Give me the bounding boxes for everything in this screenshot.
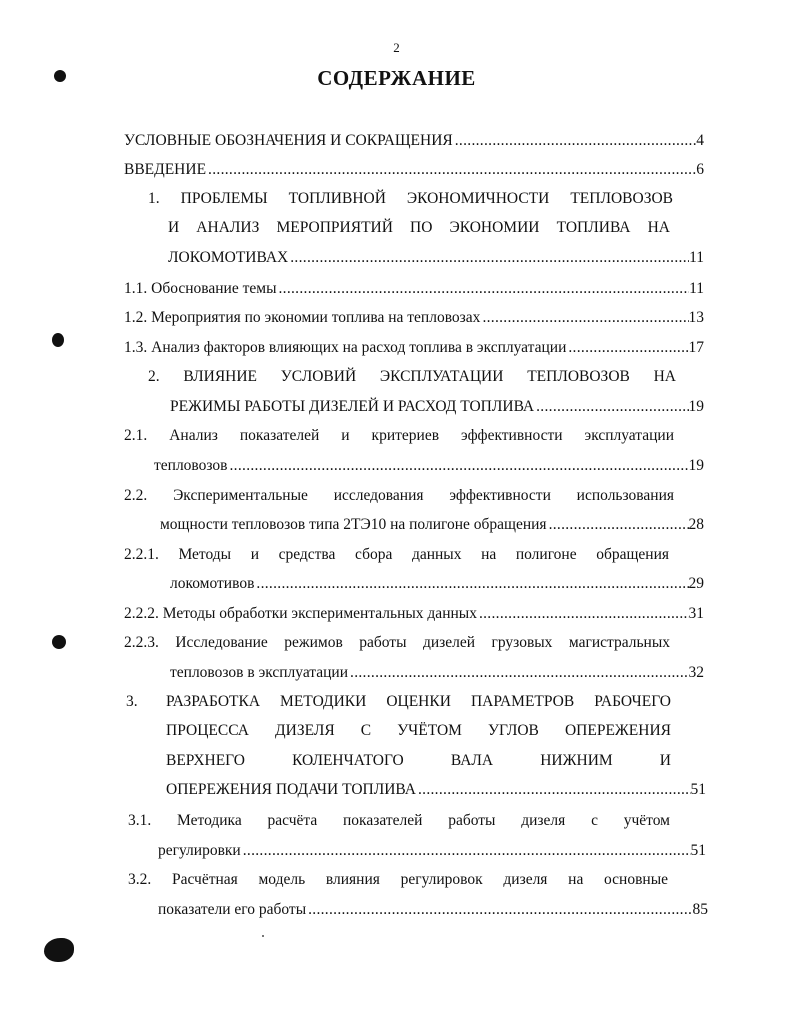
toc-entry-3-1-line-1: 3.1. Методика расчёта показателей работы дизеля с учётом	[128, 812, 670, 829]
toc-entry-2-2-1-line-1: 2.2.1. Методы и средства сбора данных на полигоне обращения	[124, 546, 669, 563]
toc-chapter-3-line-3: ВЕРХНЕГО КОЛЕНЧАТОГО ВАЛА НИЖНИМ И	[166, 752, 671, 769]
scan-hole-mark-1	[54, 70, 66, 82]
toc-entry-2-1[interactable]: тепловозов ..... 19	[154, 456, 704, 476]
toc-chapter-3-number: 3.	[126, 693, 138, 710]
toc-entry-1-1[interactable]: 1.1. Обоснование темы ..... 11	[124, 279, 704, 299]
toc-entry-3-2-line-1: 3.2. Расчётная модель влияния регулировок дизеля на основные	[128, 871, 668, 888]
toc-chapter-3-line-1: РАЗРАБОТКА МЕТОДИКИ ОЦЕНКИ ПАРАМЕТРОВ РАБОЧЕГО	[166, 693, 671, 710]
toc-entry-2-2[interactable]: мощности тепловозов типа 2ТЭ10 на полигоне обращения ..... 28	[160, 515, 704, 535]
scan-speck	[262, 935, 264, 937]
toc-entry-chapter-3[interactable]: ОПЕРЕЖЕНИЯ ПОДАЧИ ТОПЛИВА ..... 51	[166, 780, 706, 800]
toc-chapter-3-line-2: ПРОЦЕССА ДИЗЕЛЯ С УЧЁТОМ УГЛОВ ОПЕРЕЖЕНИЯ	[166, 722, 671, 739]
toc-entry-1-3[interactable]: 1.3. Анализ факторов влияющих на расход топлива в эксплуатации ..... 17	[124, 338, 704, 358]
toc-chapter-1-line-1: 1. ПРОБЛЕМЫ ТОПЛИВНОЙ ЭКОНОМИЧНОСТИ ТЕПЛОВОЗОВ	[148, 190, 673, 207]
toc-entry-3-2[interactable]: показатели его работы ..... 85	[158, 900, 708, 920]
toc-entry-2-2-1[interactable]: локомотивов ..... 29	[170, 574, 704, 594]
scan-hole-mark-3	[52, 635, 66, 649]
scan-hole-mark-2	[52, 333, 64, 347]
toc-chapter-2-line-1: 2. ВЛИЯНИЕ УСЛОВИЙ ЭКСПЛУАТАЦИИ ТЕПЛОВОЗОВ НА	[148, 368, 676, 385]
toc-entry-2-2-3[interactable]: тепловозов в эксплуатации ..... 32	[170, 663, 704, 683]
toc-entry-3-1[interactable]: регулировки ..... 51	[158, 841, 706, 861]
toc-entry-introduction[interactable]: ВВЕДЕНИЕ ..... 6	[124, 160, 704, 180]
toc-entry-1-2[interactable]: 1.2. Мероприятия по экономии топлива на тепловозах ..... 13	[124, 308, 704, 328]
toc-entry-chapter-2[interactable]: РЕЖИМЫ РАБОТЫ ДИЗЕЛЕЙ И РАСХОД ТОПЛИВА ..... 19	[170, 397, 704, 417]
toc-entry-2-2-2[interactable]: 2.2.2. Методы обработки экспериментальных данных ..... 31	[124, 604, 704, 624]
toc-entry-2-2-3-line-1: 2.2.3. Исследование режимов работы дизелей грузовых магистральных	[124, 634, 670, 651]
toc-chapter-1-line-2: И АНАЛИЗ МЕРОПРИЯТИЙ ПО ЭКОНОМИИ ТОПЛИВА НА	[168, 219, 670, 236]
toc-entry-2-1-line-1: 2.1. Анализ показателей и критериев эффективности эксплуатации	[124, 427, 674, 444]
scan-hole-mark-4	[44, 938, 74, 962]
page-title: СОДЕРЖАНИЕ	[317, 66, 476, 90]
toc-entry-2-2-line-1: 2.2. Экспериментальные исследования эффективности использования	[124, 487, 674, 504]
page-number: 2	[393, 40, 400, 55]
toc-entry-chapter-1[interactable]: ЛОКОМОТИВАХ ..... 11	[168, 248, 704, 268]
toc-entry-abbreviations[interactable]: УСЛОВНЫЕ ОБОЗНАЧЕНИЯ И СОКРАЩЕНИЯ ..... 4	[124, 131, 704, 151]
